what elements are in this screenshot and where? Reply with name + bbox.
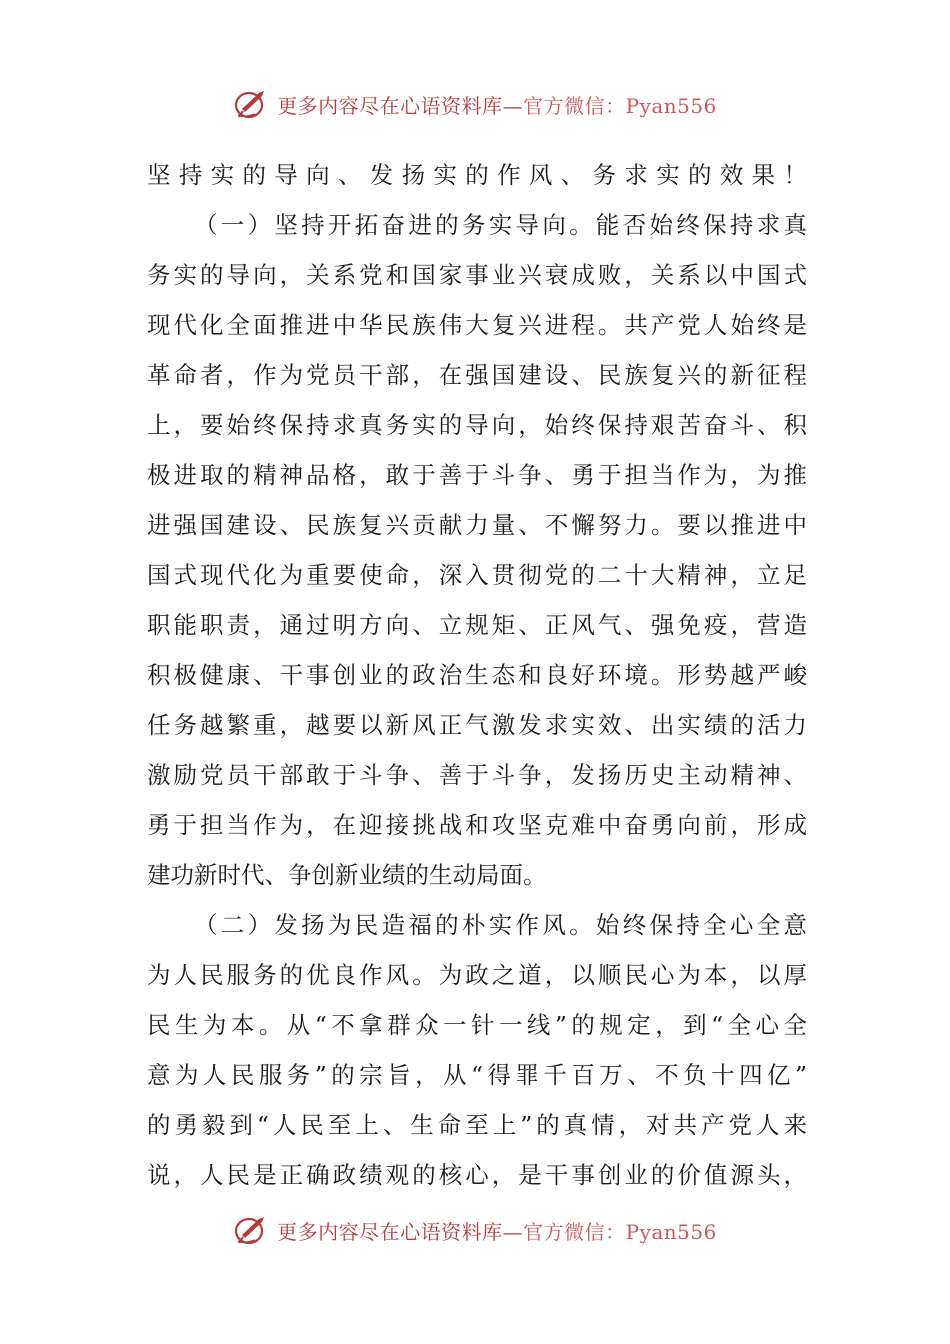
text-line: 任务越繁重，越要以新风正气激发求实效、出实绩的活力 [147, 711, 807, 739]
text-line: 国式现代化为重要使命，深入贯彻党的二十大精神，立足 [147, 561, 807, 589]
text-line: 的勇毅到“人民至上、生命至上”的真情，对共产党人来 [147, 1111, 807, 1139]
header-banner [0, 84, 950, 124]
text-line: 务实的导向，关系党和国家事业兴衰成败，关系以中国式 [147, 261, 807, 289]
text-line: 现代化全面推进中华民族伟大复兴进程。共产党人始终是 [147, 311, 807, 339]
text-line: 积极健康、干事创业的政治生态和良好环境。形势越严峻 [147, 661, 807, 689]
text-line: 极进取的精神品格，敢于善于斗争、勇于担当作为，为推 [147, 461, 807, 489]
text-line: 进强国建设、民族复兴贡献力量、不懈努力。要以推进中 [147, 511, 807, 539]
text-line: 建功新时代、争创新业绩的生动局面。 [147, 861, 547, 889]
pen-circle-logo-icon [233, 87, 271, 121]
text-line: 坚持实的导向、发扬实的作风、务求实的效果！ [147, 161, 807, 189]
text-line: 职能职责，通过明方向、立规矩、正风气、强免疫，营造 [147, 611, 807, 639]
text-line: 上，要始终保持求真务实的导向，始终保持艰苦奋斗、积 [147, 411, 807, 439]
text-line: （二）发扬为民造福的朴实作风。始终保持全心全意 [194, 911, 807, 939]
document-body [147, 150, 807, 1200]
text-line: 意为人民服务”的宗旨，从“得罪千百万、不负十四亿” [147, 1061, 807, 1089]
text-line: 民生为本。从“不拿群众一针一线”的规定，到“全心全 [147, 1011, 807, 1039]
pen-circle-logo-icon [233, 1213, 271, 1247]
text-line: 激励党员干部敢于斗争、善于斗争，发扬历史主动精神、 [147, 761, 807, 789]
footer-banner [0, 1210, 950, 1250]
text-line: 勇于担当作为，在迎接挑战和攻坚克难中奋勇向前，形成 [147, 811, 807, 839]
text-line: 为人民服务的优良作风。为政之道，以顺民心为本，以厚 [147, 961, 807, 989]
banner-text: 更多内容尽在心语资料库—官方微信：Pyan556 [277, 1219, 717, 1244]
text-line: 革命者，作为党员干部，在强国建设、民族复兴的新征程 [147, 361, 807, 389]
text-line: （一）坚持开拓奋进的务实导向。能否始终保持求真 [194, 211, 807, 239]
banner-text: 更多内容尽在心语资料库—官方微信：Pyan556 [277, 93, 717, 118]
text-line: 说，人民是正确政绩观的核心，是干事创业的价值源头， [147, 1161, 807, 1189]
